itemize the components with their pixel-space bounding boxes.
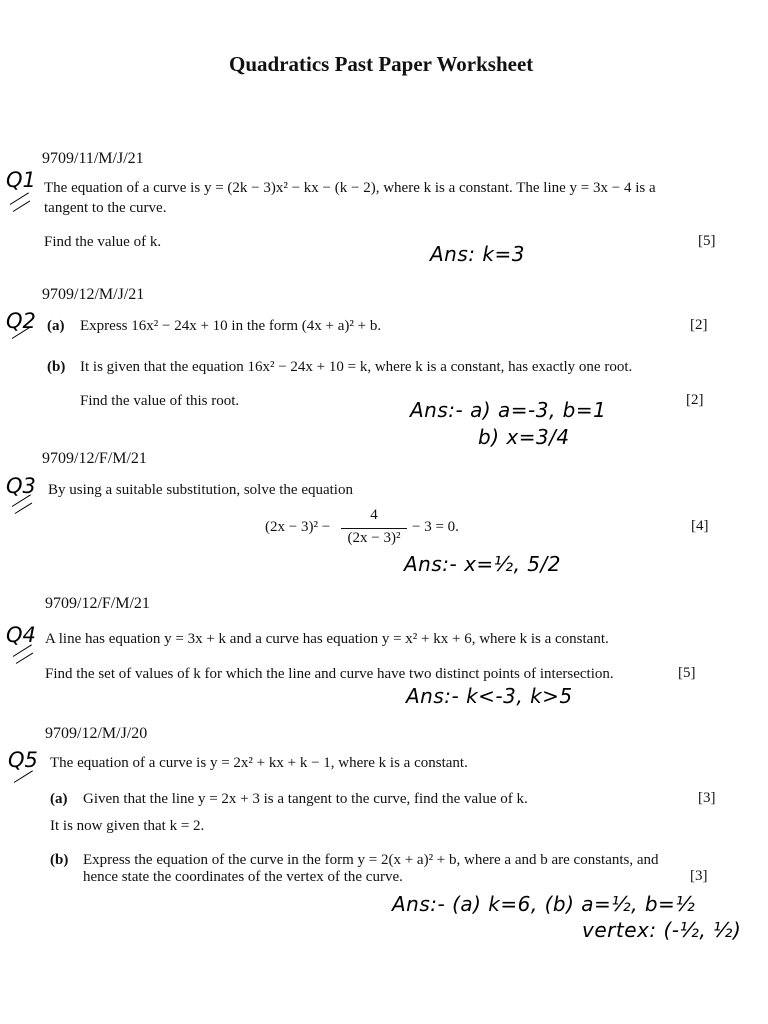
q3-label-tick <box>15 502 32 513</box>
q3-equation-left: (2x − 3)² − <box>265 519 331 535</box>
q4-paper-code: 9709/12/F/M/21 <box>45 595 150 612</box>
q4-handwritten-answer: Ans:- k<-3, k>5 <box>406 684 573 708</box>
q1-marks: [5] <box>698 233 716 249</box>
q5-part-b-marks: [3] <box>690 868 708 884</box>
q5-label-tick <box>14 770 33 783</box>
q2-part-a-label: (a) <box>47 318 65 334</box>
q5-part-b-text-2: hence state the coordinates of the vertex of the curve. <box>83 869 403 885</box>
q2-part-b-text: It is given that the equation 16x² − 24x + 10 = k, where k is a constant, has exactly one root. <box>80 359 633 375</box>
q3-marks: [4] <box>691 518 709 534</box>
q2-part-b-label: (b) <box>47 359 66 375</box>
q5-handwritten-label: Q5 <box>8 748 38 772</box>
q1-handwritten-label: Q1 <box>6 168 36 192</box>
q3-handwritten-label: Q3 <box>6 474 36 498</box>
q5-handwritten-answer-2: vertex: (-½, ½) <box>582 918 742 942</box>
q3-equation-denominator: (2x − 3)² <box>347 530 401 546</box>
q4-marks: [5] <box>678 665 696 681</box>
q4-handwritten-label: Q4 <box>6 623 36 647</box>
q2-part-a-marks: [2] <box>690 317 708 333</box>
q1-text-line-2: tangent to the curve. <box>44 200 167 216</box>
q1-text-line-1: The equation of a curve is y = (2k − 3)x² − kx − (k − 2), where k is a constant. The line y = 3x − 4 is a <box>44 180 656 196</box>
q3-text: By using a suitable substitution, solve the equation <box>48 482 353 498</box>
q5-text: The equation of a curve is y = 2x² + kx + k − 1, where k is a constant. <box>50 755 468 771</box>
q2-handwritten-answer-1: Ans:- a) a=-3, b=1 <box>410 398 607 422</box>
q5-part-b-label: (b) <box>50 852 69 868</box>
q5-part-a-marks: [3] <box>698 790 716 806</box>
q2-part-b-text-2: Find the value of this root. <box>80 393 240 409</box>
page-title: Quadratics Past Paper Worksheet <box>229 52 534 76</box>
q5-part-a-label: (a) <box>50 791 68 807</box>
q3-equation-right: − 3 = 0. <box>412 519 459 535</box>
q3-handwritten-answer: Ans:- x=½, 5/2 <box>404 552 561 576</box>
q3-equation-numerator: 4 <box>370 507 378 523</box>
q2-handwritten-label: Q2 <box>6 309 36 333</box>
q4-text-line-1: A line has equation y = 3x + k and a curve has equation y = x² + kx + 6, where k is a constant. <box>45 631 609 647</box>
q2-handwritten-answer-2: b) x=3/4 <box>478 425 570 449</box>
q2-paper-code: 9709/12/M/J/21 <box>42 286 145 303</box>
q3-fraction-bar <box>341 528 407 529</box>
q5-paper-code: 9709/12/M/J/20 <box>45 725 148 742</box>
q1-handwritten-answer: Ans: k=3 <box>430 242 525 266</box>
q2-part-b-marks: [2] <box>686 392 704 408</box>
q5-part-b-text: Express the equation of the curve in the form y = 2(x + a)² + b, where a and b are constants, and <box>83 852 659 868</box>
q3-paper-code: 9709/12/F/M/21 <box>42 450 147 467</box>
q2-part-a-text: Express 16x² − 24x + 10 in the form (4x + a)² + b. <box>80 318 382 334</box>
q4-label-tick <box>16 652 33 663</box>
q1-paper-code: 9709/11/M/J/21 <box>42 150 144 167</box>
q5-part-a-text: Given that the line y = 2x + 3 is a tangent to the curve, find the value of k. <box>83 791 528 807</box>
q1-label-tick <box>13 200 30 211</box>
q4-text-line-2: Find the set of values of k for which the line and curve have two distinct points of intersection. <box>45 666 614 682</box>
q5-handwritten-answer-1: Ans:- (a) k=6, (b) a=½, b=½ <box>392 892 696 916</box>
q1-text-line-3: Find the value of k. <box>44 234 162 250</box>
q5-given-text: It is now given that k = 2. <box>50 818 205 834</box>
